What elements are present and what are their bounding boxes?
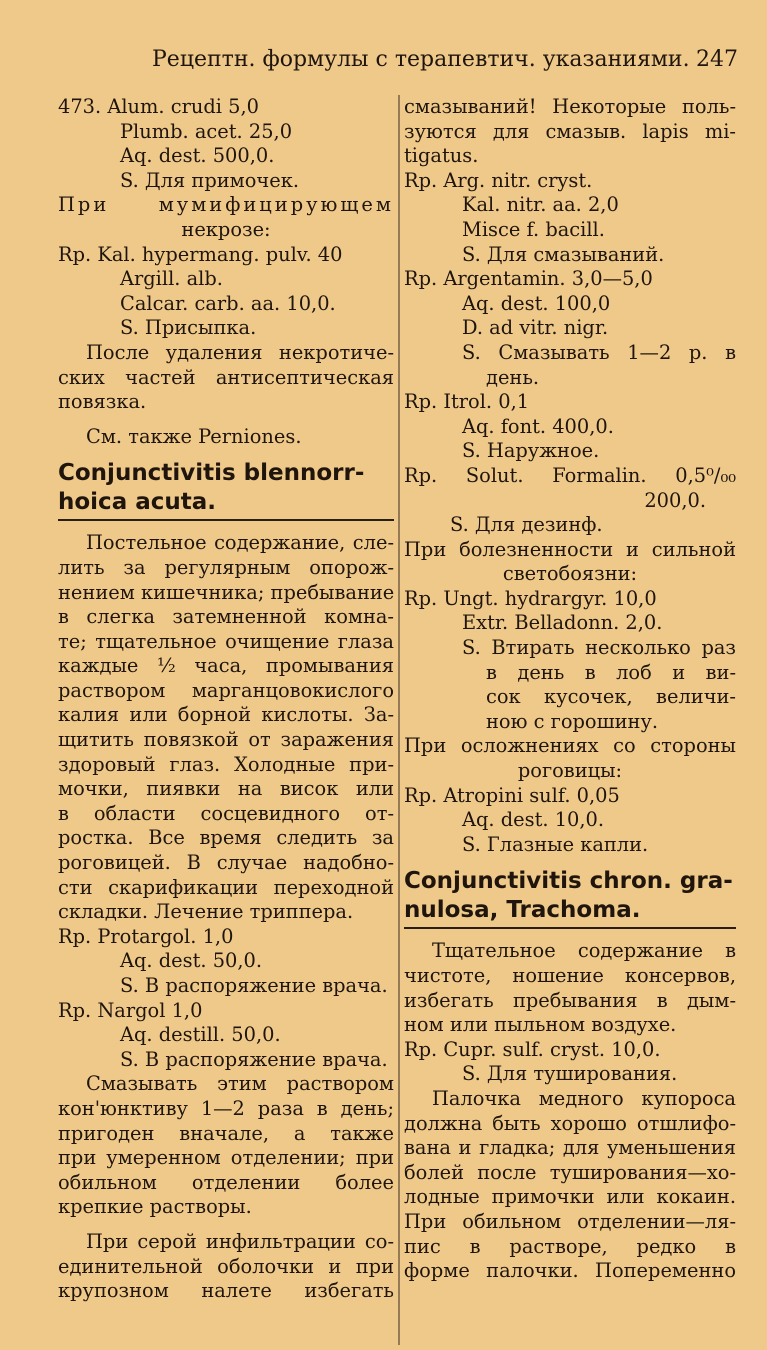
- text-line: Calcar. carb. aa. 10,0.: [120, 291, 336, 315]
- text-line: При обильном отделении—ля-: [404, 1209, 736, 1233]
- text-line: пис в растворе, редко в: [404, 1234, 736, 1258]
- text-line: обильном отделении более: [58, 1170, 394, 1194]
- text-line: Argill. alb.: [120, 267, 223, 291]
- text-line: Plumb. acet. 25,0: [120, 119, 293, 143]
- section-heading: Conjunctivitis blennorr-: [58, 460, 365, 487]
- text-line: ною с горошину.: [486, 709, 659, 733]
- recipe-line: Rp. Protargol. 1,0: [58, 924, 234, 948]
- text-line: болей после туширования—хо-: [404, 1160, 736, 1184]
- recipe-line: Rp. Arg. nitr. cryst.: [404, 168, 593, 192]
- text-line: в день в лоб и ви-: [486, 660, 736, 684]
- text-line: ном или пыльном воздухе.: [404, 1013, 677, 1037]
- text-line: S. Глазные капли.: [462, 832, 649, 856]
- text-line: каждые ½ часа, промывания: [58, 654, 394, 678]
- recipe-line: Rp. Cupr. sulf. cryst. 10,0.: [404, 1037, 661, 1061]
- text-line: роговицей. В случае надобно-: [58, 851, 394, 875]
- text-line: лить за регулярным опорож-: [58, 555, 394, 579]
- text-line: мочки, пиявки на висок или: [58, 777, 394, 801]
- text-line: щитить повязкой от заражения: [58, 728, 394, 752]
- text-line: Палочка медного купороса: [432, 1086, 736, 1110]
- text-line: роговицы:: [517, 759, 623, 783]
- text-line: светобоязни:: [502, 562, 638, 586]
- column-divider: [398, 95, 400, 1345]
- recipe-line: Rp. Nargol 1,0: [58, 998, 203, 1022]
- text-line: Aq. destill. 50,0.: [120, 1023, 281, 1047]
- text-line: пригоден вначале, а также: [58, 1121, 394, 1145]
- text-line: в области сосцевидного от-: [58, 801, 394, 825]
- text-line: в слегка затемненной комна-: [58, 605, 394, 629]
- text-line: Aq. dest. 50,0.: [120, 949, 263, 973]
- text-line: зуются для смазыв. lapis mi-: [404, 119, 736, 143]
- recipe-line: Rp. Atropini sulf. 0,05: [404, 783, 620, 807]
- text-line: При болезненности и сильной: [404, 537, 736, 561]
- line-gap: [58, 449, 394, 459]
- text-line: здоровый глаз. Холодные при-: [58, 752, 394, 776]
- running-title: Рецептн. формулы с терапевтич. указаниями.: [152, 47, 690, 72]
- recipe-line: Rp. Kal. hypermang. pulv. 40: [58, 242, 343, 266]
- text-line: D. ad vitr. nigr.: [462, 316, 609, 340]
- text-line: После удаления некротиче-: [86, 340, 394, 364]
- line-gap: [404, 857, 736, 867]
- line-gap: [58, 1220, 394, 1230]
- text-line: некрозе:: [181, 217, 271, 241]
- section-heading: hoica acuta.: [58, 489, 217, 516]
- text-line: нением кишечника; пребывание: [58, 580, 394, 604]
- text-line: При серой инфильтрации со-: [86, 1229, 394, 1253]
- recipe-line: Rp. Argentamin. 3,0—5,0: [404, 267, 653, 291]
- text-line: лодные примочки или кокаин.: [404, 1185, 736, 1209]
- text-line: Misce f. bacill.: [462, 217, 605, 241]
- text-line: Тщательное содержание в: [432, 939, 736, 963]
- text-line: S. Для туширования.: [462, 1062, 678, 1086]
- text-line: при умеренном отделении; при: [58, 1146, 394, 1170]
- recipe-line: Rp. Ungt. hydrargyr. 10,0: [404, 586, 657, 610]
- running-header: [0, 47, 767, 81]
- text-line: При осложнениях со стороны: [404, 734, 736, 758]
- text-line: кон'юнктиву 1—2 раза в день;: [58, 1096, 394, 1120]
- text-line: S. Втирать несколько раз: [462, 636, 736, 660]
- text-line: 473. Alum. crudi 5,0: [58, 95, 259, 118]
- text-line: избегать пребывания в дым-: [404, 988, 736, 1012]
- text-line: S. Для примочек.: [120, 168, 299, 192]
- text-line: вана и гладка; для уменьшения: [404, 1136, 736, 1160]
- text-line: S. Наружное.: [462, 439, 600, 463]
- text-line: Постельное содержание, сле-: [86, 531, 394, 555]
- text-line: При мумифицирующем: [58, 193, 394, 217]
- heading-underline: [58, 519, 394, 521]
- text-line: S. В распоряжение врача.: [120, 974, 388, 997]
- line-gap: [58, 415, 394, 425]
- right-column: [404, 95, 736, 1284]
- text-line: S. Для смазываний.: [462, 242, 665, 266]
- text-line: tigatus.: [404, 144, 479, 168]
- text-line: сти скарификации переходной: [58, 875, 394, 899]
- text-line: Aq. font. 400,0.: [462, 414, 614, 438]
- text-line: форме палочки. Попеременно: [404, 1259, 736, 1283]
- text-line: крупозном налете избегать: [58, 1279, 394, 1303]
- text-line: S. В распоряжение врача.: [120, 1047, 388, 1071]
- text-line: единительной оболочки и при: [58, 1254, 394, 1278]
- text-line: Aq. dest. 100,0: [462, 291, 611, 315]
- text-line: смазываний! Некоторые поль-: [404, 95, 736, 118]
- page-number: 247: [696, 47, 738, 72]
- text-line: повязка.: [58, 390, 147, 414]
- text-line: 200,0.: [644, 488, 706, 512]
- text-line: раствором марганцовокислого: [58, 678, 394, 702]
- recipe-line: Rp. Solut. Formalin. 0,5⁰/₀₀: [404, 463, 736, 487]
- text-line: S. Для дезинф.: [450, 513, 603, 537]
- text-line: калия или борной кислоты. За-: [58, 703, 394, 727]
- text-line: Aq. dest. 500,0.: [120, 144, 275, 168]
- section-heading: Conjunctivitis chron. gra-: [404, 868, 733, 895]
- text-line: день.: [486, 365, 540, 389]
- text-line: Extr. Belladonn. 2,0.: [462, 611, 663, 635]
- text-line: Kal. nitr. aa. 2,0: [462, 193, 619, 217]
- text-line: S. Присыпка.: [120, 316, 257, 340]
- heading-underline: [404, 927, 736, 929]
- text-line: S. Смазывать 1—2 р. в: [462, 340, 736, 364]
- text-line: те; тщательное очищение глаза: [58, 629, 394, 653]
- text-line: Aq. dest. 10,0.: [462, 808, 605, 832]
- text-line: складки. Лечение триппера.: [58, 900, 354, 924]
- left-column: [58, 95, 394, 1304]
- text-line: ских частей антисептическая: [58, 365, 394, 389]
- text-line: чистоте, ношение консервов,: [404, 964, 736, 987]
- section-heading: nulosa, Trachoma.: [404, 897, 641, 924]
- text-line: сок кусочек, величи-: [486, 685, 736, 709]
- text-line: должна быть хорошо отшлифо-: [404, 1111, 736, 1135]
- text-line: ростка. Все время следить за: [58, 826, 394, 850]
- recipe-line: Rp. Itrol. 0,1: [404, 390, 530, 414]
- text-line: крепкие растворы.: [58, 1195, 252, 1219]
- text-line: См. также Perniones.: [86, 424, 302, 448]
- text-line: Смазывать этим раствором: [86, 1072, 394, 1096]
